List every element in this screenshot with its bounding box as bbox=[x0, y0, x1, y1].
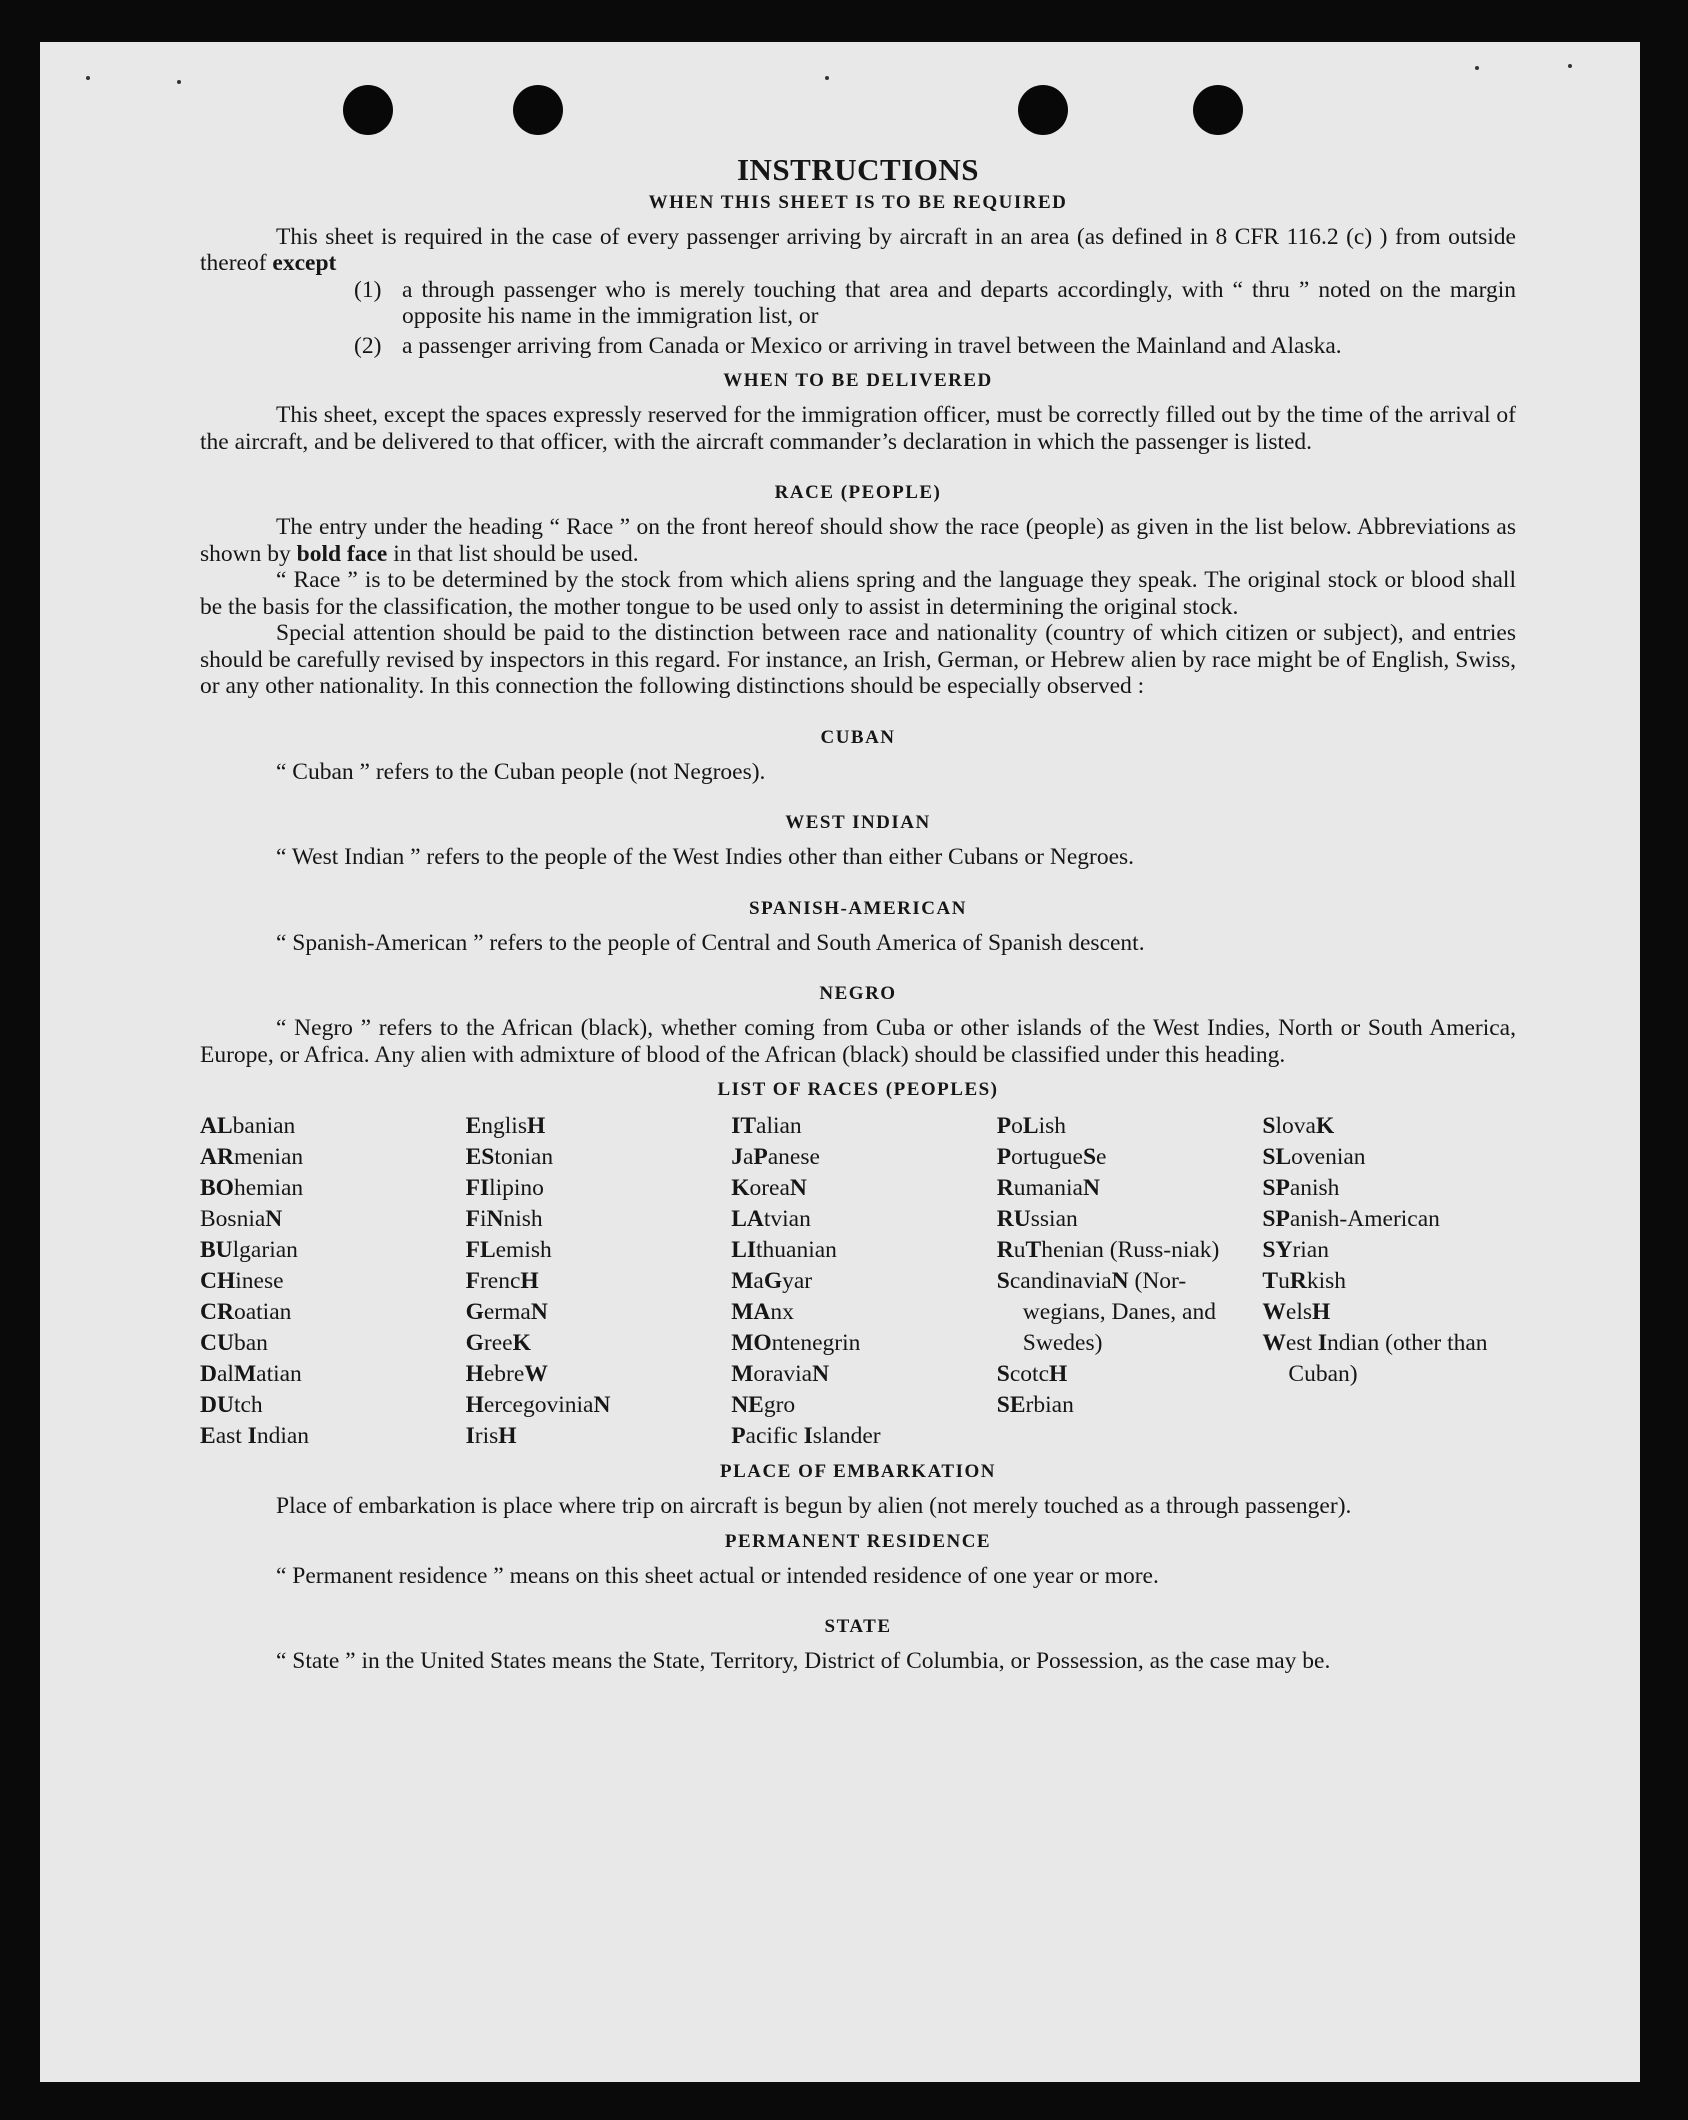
race-column bbox=[200, 1111, 454, 1452]
heading-negro: NEGRO bbox=[819, 983, 897, 1004]
residence-paragraph: “ Permanent residence ” means on this sheet actual or intended residence of one year or more. bbox=[276, 1562, 1159, 1589]
race-entry: BUlgarian bbox=[200, 1237, 298, 1263]
race-column bbox=[997, 1111, 1251, 1452]
heading-embarkation: PLACE OF EMBARKATION bbox=[720, 1461, 996, 1482]
heading-cuban: CUBAN bbox=[820, 726, 896, 748]
races-list bbox=[200, 1111, 1516, 1452]
race-entry: SPanish bbox=[1262, 1175, 1340, 1201]
heading-list-of-races: LIST OF RACES (PEOPLES) bbox=[717, 1079, 999, 1100]
paper-speck bbox=[86, 76, 90, 80]
race-entry: HercegoviniaN bbox=[465, 1392, 611, 1418]
race-entry: EStonian bbox=[465, 1144, 554, 1170]
race-entry: EnglisH bbox=[465, 1113, 546, 1139]
embarkation-paragraph: Place of embarkation is place where trip on aircraft is begun by alien (not merely touched as a through passenger). bbox=[276, 1493, 1352, 1519]
race-paragraph-2: “ Race ” is to be determined by the stock from which aliens spring and the language they speak. The original stock or blood shall be the basis for the classification, the mother tongue to be used only to assist in determining the original stock. bbox=[200, 567, 1516, 620]
race-entry: Pacific Islander bbox=[731, 1423, 881, 1449]
race-entry: GreeK bbox=[465, 1330, 531, 1356]
heading-when-required: WHEN THIS SHEET IS TO BE REQUIRED bbox=[648, 191, 1068, 213]
race-entry: ITalian bbox=[731, 1113, 802, 1139]
race-entry: TuRkish bbox=[1262, 1268, 1346, 1294]
race-entry: SErbian bbox=[996, 1392, 1074, 1418]
race-entry: RuThenian (Russ-niak) bbox=[996, 1237, 1220, 1263]
race-entry: ALbanian bbox=[200, 1113, 296, 1139]
except-emphasis: except bbox=[272, 250, 337, 276]
bold-face-emphasis: bold face bbox=[296, 540, 388, 567]
punch-hole bbox=[1193, 85, 1243, 135]
race-entry: ARmenian bbox=[200, 1144, 304, 1170]
heading-residence: PERMANENT RESIDENCE bbox=[724, 1530, 992, 1552]
race-entry: CRoatian bbox=[200, 1299, 292, 1325]
heading-spanish-american: SPANISH-AMERICAN bbox=[749, 897, 967, 919]
race-entry: West Indian (other than Cuban) bbox=[1262, 1330, 1488, 1387]
race-entry: CHinese bbox=[200, 1268, 284, 1294]
heading-when-delivered: WHEN TO BE DELIVERED bbox=[723, 370, 993, 391]
punch-hole bbox=[1018, 85, 1068, 135]
race-entry: SlovaK bbox=[1262, 1113, 1335, 1139]
paper-speck bbox=[1475, 66, 1479, 70]
spanish-american-paragraph: “ Spanish-American ” refers to the people of Central and South America of Spanish descent. bbox=[276, 929, 1145, 956]
race-entry: MoraviaN bbox=[731, 1361, 830, 1387]
race-entry: FiNnish bbox=[465, 1206, 543, 1232]
race-column bbox=[731, 1111, 985, 1452]
race-entry: NEgro bbox=[731, 1392, 796, 1418]
race-entry: ScotcH bbox=[996, 1361, 1068, 1387]
race-entry: LIthuanian bbox=[731, 1237, 837, 1263]
race-entry: ScandinaviaN (Nor-wegians, Danes, and Swedes) bbox=[996, 1268, 1216, 1356]
list-item-number: (2) bbox=[354, 332, 382, 359]
race-entry: HebreW bbox=[465, 1361, 548, 1387]
race-entry: WelsH bbox=[1262, 1299, 1331, 1325]
race-entry: RumaniaN bbox=[996, 1175, 1100, 1201]
race-entry: SLovenian bbox=[1262, 1144, 1366, 1170]
race-entry: MAnx bbox=[731, 1299, 794, 1325]
list-item bbox=[354, 277, 1516, 330]
race-paragraph-1: The entry under the heading “ Race ” on the front hereof should show the race (people) as given in the list below. Abbreviations as shown by bold face in that list should be used. bbox=[200, 514, 1516, 567]
heading-state: STATE bbox=[824, 1616, 892, 1637]
instructions-content bbox=[200, 152, 1516, 1675]
paper-speck bbox=[177, 80, 181, 84]
cuban-paragraph: “ Cuban ” refers to the Cuban people (not Negroes). bbox=[276, 758, 766, 785]
page-title: INSTRUCTIONS bbox=[736, 152, 979, 187]
race-entry: PortugueSe bbox=[996, 1144, 1107, 1170]
race-entry: DUtch bbox=[200, 1392, 263, 1418]
west-indian-paragraph: “ West Indian ” refers to the people of the West Indies other than either Cubans or Negroes. bbox=[276, 844, 1135, 870]
race-entry: DalMatian bbox=[200, 1361, 302, 1387]
race-entry: LAtvian bbox=[731, 1206, 811, 1232]
race-entry: IrisH bbox=[465, 1423, 517, 1449]
negro-paragraph: “ Negro ” refers to the African (black), whether coming from Cuba or other islands of the West Indies, North or South America, Europe, or Africa. Any alien with admixture of blood of the African (black) should be classified under this heading. bbox=[200, 1015, 1516, 1068]
race-entry: KoreaN bbox=[731, 1175, 807, 1201]
paper-speck bbox=[1568, 64, 1572, 68]
race-entry: CUban bbox=[200, 1330, 268, 1356]
list-item-text: a passenger arriving from Canada or Mexico or arriving in travel between the Mainland and Alaska. bbox=[402, 332, 1342, 359]
punch-hole bbox=[343, 85, 393, 135]
heading-west-indian: WEST INDIAN bbox=[785, 812, 931, 833]
race-entry: GermaN bbox=[465, 1299, 548, 1325]
heading-race: RACE (PEOPLE) bbox=[774, 482, 942, 503]
paper-speck bbox=[825, 76, 829, 80]
race-paragraph-3: Special attention should be paid to the distinction between race and nationality (country of which citizen or subject), and entries should be carefully revised by inspectors in this regard. For instance, an Irish, German, or Hebrew alien by race might be of English, Swiss, or any other nationality. In this connection the following distinctions should be especially observed : bbox=[200, 620, 1516, 699]
list-item-number: (1) bbox=[354, 276, 382, 303]
document-sheet bbox=[40, 42, 1640, 2082]
race-entry: SPanish-American bbox=[1262, 1206, 1440, 1232]
when-delivered-paragraph: This sheet, except the spaces expressly reserved for the immigration officer, must be correctly filled out by the time of the arrival of the aircraft, and be delivered to that officer, with the aircraft commander’s declaration in which the passenger is listed. bbox=[200, 402, 1516, 455]
race-entry: FIlipino bbox=[465, 1175, 544, 1201]
race-entry: BOhemian bbox=[200, 1175, 304, 1201]
race-entry: JaPanese bbox=[731, 1144, 820, 1170]
race-column bbox=[1262, 1111, 1516, 1452]
race-entry: BosniaN bbox=[200, 1206, 283, 1232]
race-entry: East Indian bbox=[200, 1423, 310, 1449]
list-item-text: a through passenger who is merely touching that area and departs accordingly, with “ thru ” noted on the margin opposite his name in the immigration list, or bbox=[402, 276, 1516, 329]
race-entry: FLemish bbox=[465, 1237, 552, 1263]
punch-hole bbox=[513, 85, 563, 135]
state-paragraph: “ State ” in the United States means the State, Territory, District of Columbia, or Possession, as the case may be. bbox=[276, 1648, 1331, 1674]
race-entry: PoLish bbox=[996, 1113, 1067, 1139]
race-entry: SYrian bbox=[1262, 1237, 1329, 1263]
race-entry: FrencH bbox=[465, 1268, 539, 1294]
race-entry: RUssian bbox=[996, 1206, 1078, 1232]
race-entry: MaGyar bbox=[731, 1268, 813, 1294]
list-item bbox=[354, 333, 1516, 360]
race-entry: MOntenegrin bbox=[731, 1330, 861, 1356]
race-column bbox=[466, 1111, 720, 1452]
when-required-paragraph: This sheet is required in the case of every passenger arriving by aircraft in an area (as defined in 8 CFR 116.2 (c) ) from outside thereof except bbox=[200, 223, 1516, 276]
